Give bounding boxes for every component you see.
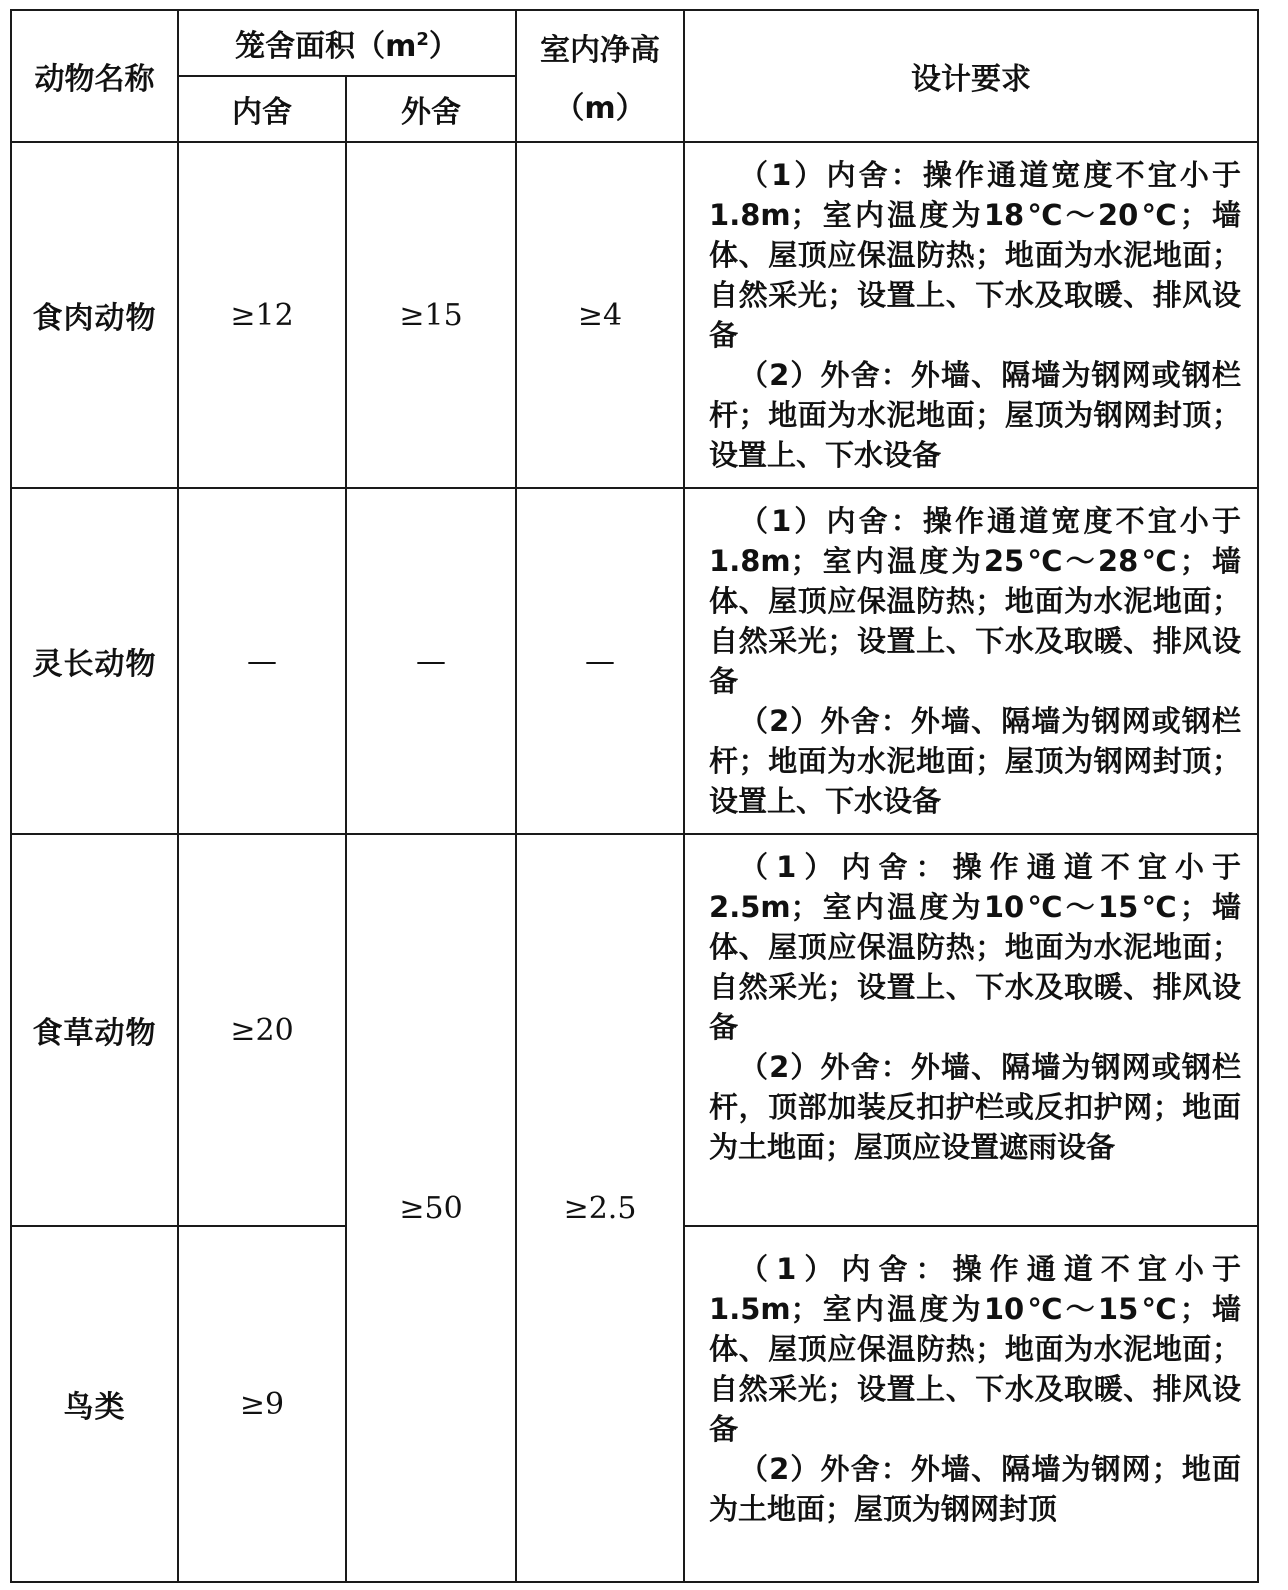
- height-shared-cell: ≥2.5: [516, 834, 684, 1582]
- outer-area-shared-cell: ≥50: [346, 834, 516, 1582]
- table-row: [11, 834, 1258, 1226]
- outer-requirement: （2）外舍：外墙、隔墙为钢网或钢栏杆；地面为水泥地面；屋顶为钢网封顶；设置上、下水设备: [709, 704, 1242, 818]
- design-requirements-cell: [684, 834, 1258, 1226]
- header-cage-area-close: ）: [428, 29, 459, 64]
- header-design: 设计要求: [684, 10, 1258, 142]
- header-cage-area: [178, 10, 516, 76]
- inner-area-cell: ≥20: [178, 834, 346, 1226]
- header-row-1: [11, 10, 1258, 76]
- header-inner: 内舍: [178, 76, 346, 142]
- outer-requirement: （2）外舍：外墙、隔墙为钢网或钢栏杆，顶部加装反扣护栏或反扣护网；地面为土地面；屋顶应设置遮雨设备: [709, 1050, 1242, 1164]
- header-height: [516, 10, 684, 142]
- header-animal-name: 动物名称: [11, 10, 178, 142]
- inner-area-cell: —: [178, 488, 346, 834]
- table-row: [11, 142, 1258, 488]
- outer-requirement: （2）外舍：外墙、隔墙为钢网或钢栏杆；地面为水泥地面；屋顶为钢网封顶；设置上、下水设备: [709, 358, 1242, 472]
- animal-name-cell: 食肉动物: [11, 142, 178, 488]
- header-height-label: 室内净高: [540, 33, 661, 68]
- outer-area-cell: —: [346, 488, 516, 834]
- inner-area-cell: ≥12: [178, 142, 346, 488]
- inner-requirement: （1）内舍：操作通道不宜小于2.5m；室内温度为10℃～15℃；墙体、屋顶应保温防热；地面为水泥地面；自然采光；设置上、下水及取暖、排风设备: [709, 850, 1242, 1044]
- inner-requirement: （1）内舍：操作通道宽度不宜小于1.8m；室内温度为18℃～20℃；墙体、屋顶应保温防热；地面为水泥地面；自然采光；设置上、下水及取暖、排风设备: [709, 158, 1242, 352]
- inner-requirement: （1）内舍：操作通道宽度不宜小于1.8m；室内温度为25℃～28℃；墙体、屋顶应保温防热；地面为水泥地面；自然采光；设置上、下水及取暖、排风设备: [709, 504, 1242, 698]
- design-requirements-cell: [684, 488, 1258, 834]
- header-outer: 外舍: [346, 76, 516, 142]
- inner-area-cell: ≥9: [178, 1226, 346, 1582]
- table-row: [11, 488, 1258, 834]
- animal-name-cell: 鸟类: [11, 1226, 178, 1582]
- animal-name-cell: 食草动物: [11, 834, 178, 1226]
- animal-name-cell: 灵长动物: [11, 488, 178, 834]
- header-height-unit: （m）: [554, 91, 646, 126]
- design-requirements-cell: [684, 142, 1258, 488]
- height-cell: —: [516, 488, 684, 834]
- outer-requirement: （2）外舍：外墙、隔墙为钢网；地面为土地面；屋顶为钢网封顶: [709, 1452, 1242, 1526]
- inner-requirement: （1）内舍：操作通道不宜小于1.5m；室内温度为10℃～15℃；墙体、屋顶应保温防热；地面为水泥地面；自然采光；设置上、下水及取暖、排风设备: [709, 1252, 1242, 1446]
- header-cage-area-label: 笼舍面积（m: [235, 29, 417, 64]
- requirements-table: [10, 9, 1259, 1583]
- height-cell: ≥4: [516, 142, 684, 488]
- design-requirements-cell: [684, 1226, 1258, 1582]
- header-cage-area-sup: 2: [416, 29, 429, 50]
- outer-area-cell: ≥15: [346, 142, 516, 488]
